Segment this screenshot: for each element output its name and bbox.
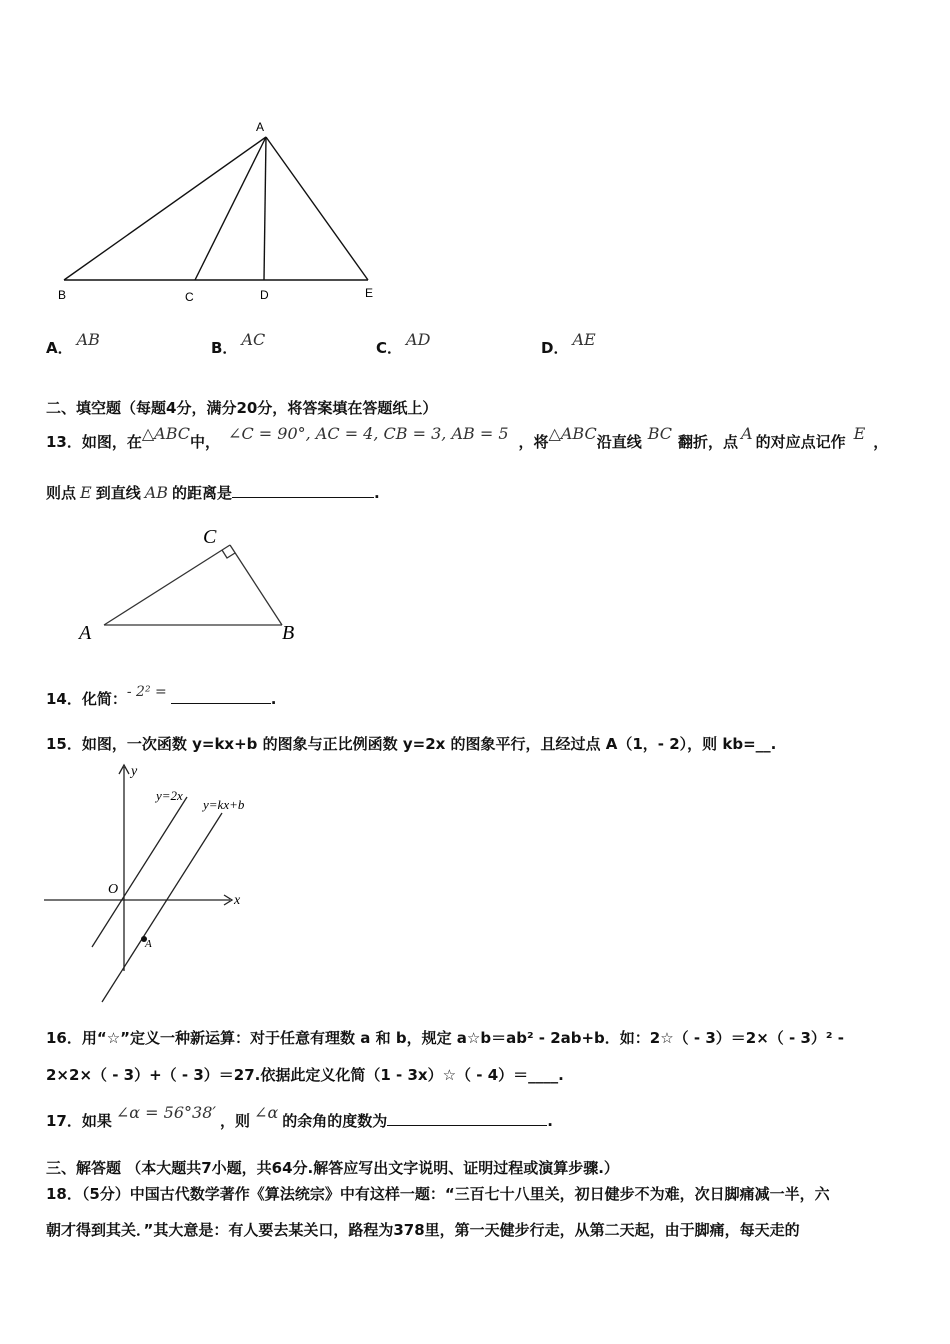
q17-text: 17．如果 bbox=[46, 1112, 112, 1130]
q13-end: . bbox=[374, 484, 380, 502]
line-y-kx-b bbox=[102, 813, 222, 1002]
segment-ad bbox=[264, 137, 266, 280]
q13-t2: 沿直线 bbox=[596, 433, 642, 451]
segment-ac bbox=[195, 137, 266, 280]
label-a: A bbox=[256, 120, 265, 134]
option-letter: D． bbox=[541, 339, 569, 357]
q13-line2a: 则点 bbox=[46, 484, 77, 502]
line-y-2x bbox=[92, 797, 187, 947]
figure-2-right-triangle bbox=[70, 515, 330, 655]
q13-ab2: AB bbox=[144, 483, 169, 502]
option-d bbox=[541, 330, 596, 358]
option-b bbox=[211, 330, 266, 358]
q17-end: . bbox=[547, 1112, 553, 1130]
option-expr: AD bbox=[406, 330, 431, 349]
label-e: E bbox=[365, 286, 374, 300]
side-ac bbox=[104, 545, 230, 625]
q14-end: . bbox=[270, 690, 277, 708]
q13-point-e: E bbox=[853, 424, 866, 443]
q13-t4: 的对应点记作 bbox=[755, 433, 846, 451]
q13-line2b: 到直线 bbox=[95, 484, 141, 502]
section-2-heading: 二、填空题（每题4分，满分20分，将答案填在答题纸上） bbox=[46, 399, 438, 417]
line1-label: y=2x bbox=[156, 788, 183, 803]
answer-blank-17[interactable] bbox=[387, 1111, 547, 1126]
question-17 bbox=[46, 1103, 553, 1131]
figure-1-triangle bbox=[40, 110, 400, 310]
answer-blank-14[interactable] bbox=[171, 689, 271, 704]
x-label: x bbox=[234, 893, 241, 908]
option-letter: B． bbox=[211, 339, 238, 357]
q13-t1: ，将 bbox=[518, 433, 549, 451]
q17-mid: ，则 bbox=[220, 1112, 251, 1130]
question-15: 15．如图，一次函数 y=kx+b 的图象与正比例函数 y=2x 的图象平行，且经过点 A（1，- 2），则 kb=__. bbox=[46, 735, 777, 753]
question-16-line-1: 16．用“☆”定义一种新运算：对于任意有理数 a 和 b，规定 a☆b＝ab² - 2ab+b．如：2☆（ - 3）＝2×（ - 3）² - bbox=[46, 1029, 844, 1047]
section-3-heading: 三、解答题 （本大题共7小题，共64分.解答应写出文字说明、证明过程或演算步骤.） bbox=[46, 1159, 619, 1177]
option-letter: C． bbox=[376, 339, 403, 357]
option-c bbox=[376, 330, 431, 358]
q17-expr: ∠α = 56°38′ bbox=[115, 1103, 217, 1122]
option-expr: AB bbox=[76, 330, 100, 349]
q13-triangle: △ABC bbox=[141, 424, 191, 443]
q14-text: 14．化简： bbox=[46, 690, 127, 708]
q17-rest: 的余角的度数为 bbox=[282, 1112, 388, 1130]
segment-ae bbox=[266, 137, 368, 280]
label-c: C bbox=[203, 526, 217, 548]
question-18-line-2: 朝才得到其关．”其大意是：有人要去某关口，路程为378里，第一天健步行走，从第二天起，由于脚痛，每天走的 bbox=[46, 1221, 800, 1239]
question-18-line-1: 18．（5分）中国古代数学著作《算法统宗》中有这样一题：“三百七十八里关，初日健步不为难，次日脚痛减一半，六 bbox=[46, 1185, 830, 1203]
option-expr: AC bbox=[241, 330, 266, 349]
option-a bbox=[46, 330, 100, 358]
question-13-line-2 bbox=[46, 483, 380, 503]
q13-point-a: A bbox=[741, 424, 753, 443]
question-13-line-1 bbox=[46, 424, 889, 452]
figure-3-graph bbox=[44, 757, 264, 1005]
q13-e2: E bbox=[80, 483, 92, 502]
q13-t5: ， bbox=[873, 433, 889, 451]
option-letter: A． bbox=[46, 339, 73, 357]
q13-t3: 翻折，点 bbox=[678, 433, 739, 451]
option-expr: AE bbox=[572, 330, 596, 349]
side-cb bbox=[230, 545, 282, 625]
q13-mid: 中， bbox=[190, 433, 221, 451]
answer-blank-13[interactable] bbox=[232, 483, 374, 498]
q13-conditions: ∠C = 90°, AC = 4, CB = 3, AB = 5 bbox=[228, 424, 509, 443]
q13-bc: BC bbox=[647, 424, 673, 443]
q13-line2c: 的距离是 bbox=[172, 484, 233, 502]
label-c: C bbox=[185, 290, 194, 304]
label-b: B bbox=[58, 288, 67, 302]
origin-label: O bbox=[108, 882, 119, 897]
question-16-line-2: 2×2×（ - 3）+（ - 3）＝27.依据此定义化简（1 - 3x）☆（ - 4）＝____. bbox=[46, 1066, 564, 1084]
question-14 bbox=[46, 684, 277, 710]
label-d: D bbox=[260, 288, 269, 302]
q17-alpha: ∠α bbox=[254, 1103, 279, 1122]
q13-triangle-2: △ABC bbox=[548, 424, 597, 443]
label-a: A bbox=[79, 622, 92, 644]
q13-num: 13．如图，在 bbox=[46, 433, 142, 451]
line2-label: y=kx+b bbox=[203, 797, 245, 812]
segment-ab bbox=[64, 137, 266, 280]
y-label: y bbox=[131, 764, 138, 779]
label-b: B bbox=[282, 622, 295, 644]
point-a-label: A bbox=[145, 938, 152, 950]
q14-expr: - 2² = bbox=[126, 684, 167, 700]
right-angle-mark bbox=[222, 550, 235, 558]
